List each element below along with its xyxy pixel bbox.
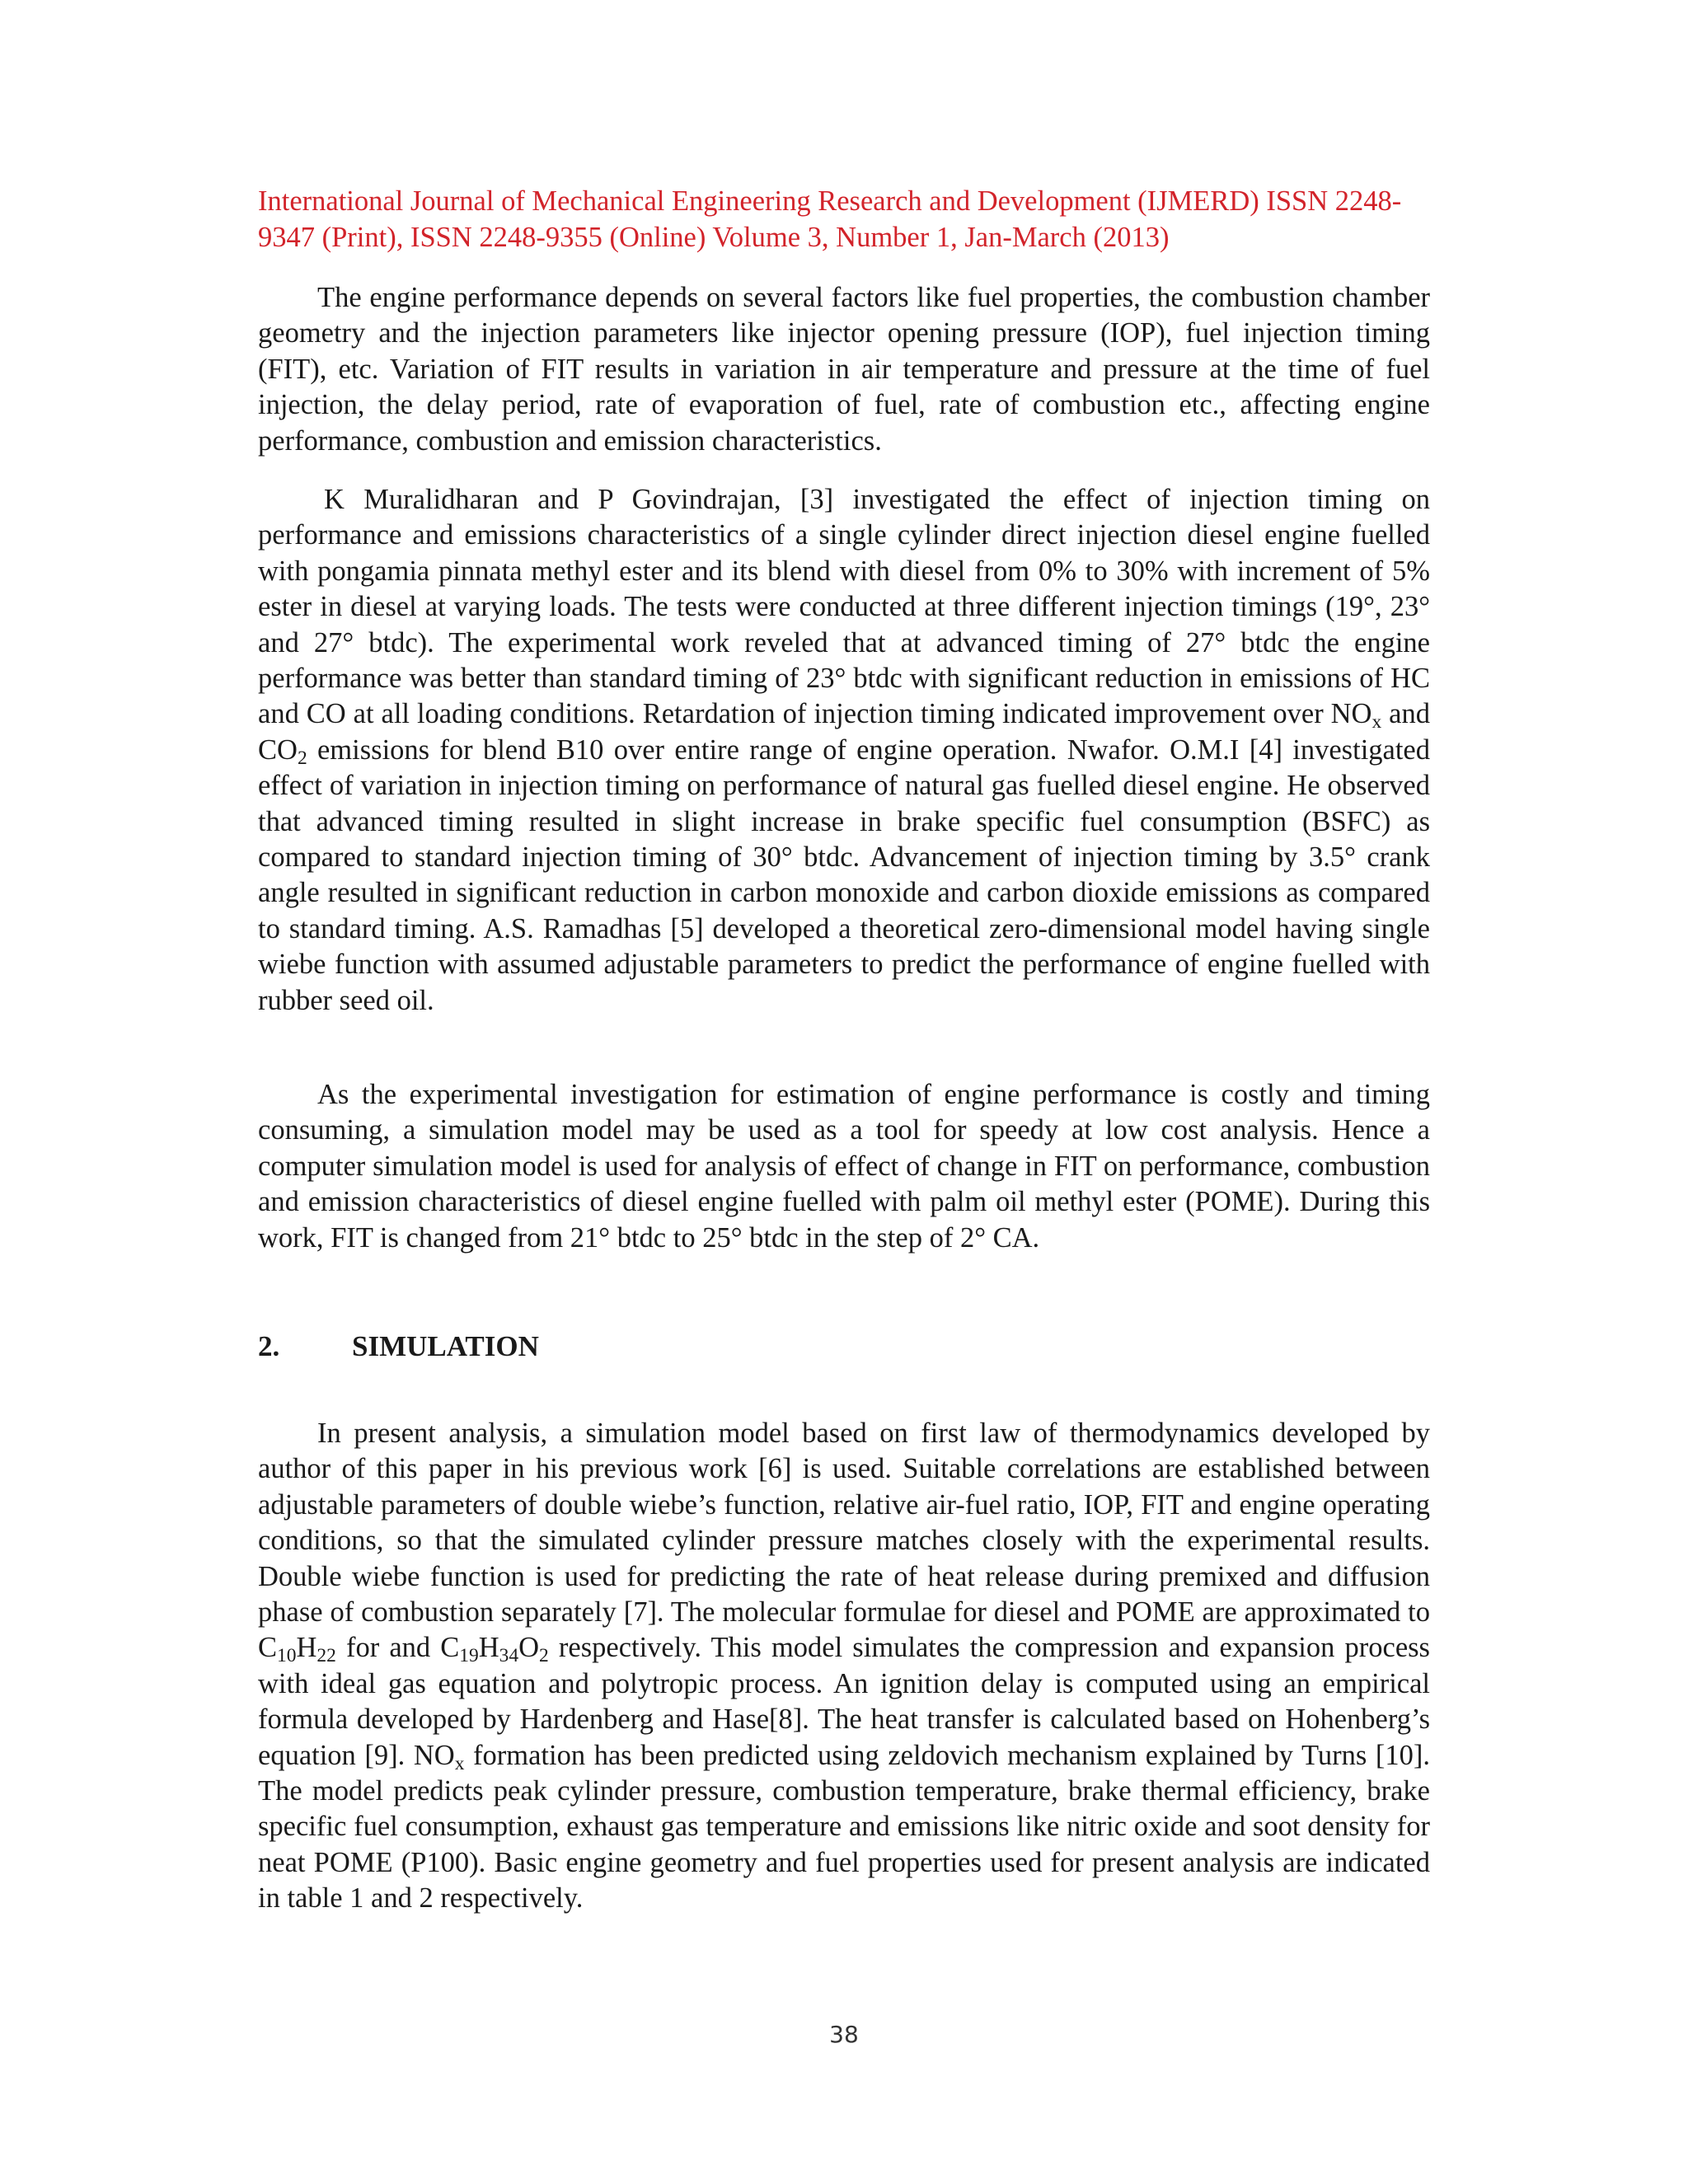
subscript: 34 xyxy=(499,1645,519,1667)
text-run: formation has been predicted using zeldovich mechanism explained by Turns [10]. The model predicts peak cylinder pressure, combustion temperature, brake thermal efficiency, brake specific fuel consumption, exhaust gas temperature and emissions like nitric oxide and soot density for neat POME (P100). Basic engine geometry and fuel properties used for present analysis are indicated in table 1 and 2 respectively. xyxy=(258,1739,1430,1915)
subscript: 19 xyxy=(459,1645,479,1667)
text-run: O xyxy=(518,1632,540,1664)
paragraph-fuel-injection-intro: The engine performance depends on several factors like fuel properties, the combustion chamber geometry and the injection parameters like injector opening pressure (IOP), fuel injection timing (FIT), etc. Variation of FIT results in variation in air temperature and pressure at the time of fuel injection, the delay period, rate of evaporation of fuel, rate of combustion etc., affecting engine performance, combustion and emission characteristics. xyxy=(258,282,1430,457)
text-run: H xyxy=(296,1632,317,1664)
journal-header xyxy=(258,183,1437,255)
text-run: In present analysis, a simulation model based on first law of thermodynamics developed by author of this paper in his previous work [6] is used. Suitable correlations are established between adjustable parameters of double wiebe’s function, relative air-fuel ratio, IOP, FIT and engine operating conditions, so that the simulated cylinder pressure matches closely with the experimental results. Double wiebe function is used for predicting the rate of heat release during premixed and diffusion phase of combustion separately [7]. The molecular formulae for diesel and POME are approximated to C xyxy=(258,1418,1430,1664)
text-run: and CO xyxy=(258,698,1430,766)
journal-header-line-1: International Journal of Mechanical Engineering Research and Development (IJMERD) ISSN 2248- xyxy=(258,185,1402,217)
paragraph-literature-review xyxy=(258,482,1430,1019)
subscript: x xyxy=(1372,711,1382,733)
section-title: SIMULATION xyxy=(352,1330,539,1362)
page-number: 38 xyxy=(829,2021,859,2048)
journal-header-line-2: 9347 (Print), ISSN 2248-9355 (Online) Volume 3, Number 1, Jan-March (2013) xyxy=(258,222,1170,253)
paragraph-simulation-motivation: As the experimental investigation for estimation of engine performance is costly and timing consuming, a simulation model may be used as a tool for speedy at low cost analysis. Hence a computer simulation model is used for analysis of effect of change in FIT on performance, combustion and emission characteristics of diesel engine fuelled with palm oil methyl ester (POME). During this work, FIT is changed from 21° btdc to 25° btdc in the step of 2° CA. xyxy=(258,1079,1430,1254)
subscript: 2 xyxy=(539,1645,549,1667)
section-number: 2. xyxy=(258,1330,280,1362)
text-run: for and C xyxy=(335,1632,460,1664)
section-heading-simulation xyxy=(258,1329,539,1365)
text-run: emissions for blend B10 over entire range of engine operation. Nwafor. O.M.I [4] investigated effect of variation in injection timing on performance of natural gas fuelled diesel engine. He observed that advanced timing resulted in slight increase in brake specific fuel consumption (BSFC) as compared to standard injection timing of 30° btdc. Advancement of injection timing by 3.5° crank angle resulted in significant reduction in carbon monoxide and carbon dioxide emissions as compared to standard timing. A.S. Ramadhas [5] developed a theoretical zero-dimensional model having single wiebe function with assumed adjustable parameters to predict the performance of engine fuelled with rubber seed oil. xyxy=(258,733,1430,1016)
subscript: 22 xyxy=(316,1645,336,1667)
subscript: x xyxy=(454,1752,465,1774)
text-run: K Muralidharan and P Govindrajan, [3] investigated the effect of injection timing on performance and emissions characteristics of a single cylinder direct injection diesel engine fuelled with pongamia pinnata methyl ester and its blend with diesel from 0% to 30% with increment of 5% ester in diesel at varying loads. The tests were conducted at three different injection timings (19°, 23° and 27° btdc). The experimental work reveled that at advanced timing of 27° btdc the engine performance was better than standard timing of 23° btdc with significant reduction in emissions of HC and CO at all loading conditions. Retardation of injection timing indicated improvement over NO xyxy=(258,484,1430,730)
paragraph-simulation-model xyxy=(258,1416,1430,1917)
text-run: respectively. This model simulates the compression and expansion process with ideal gas equation and polytropic process. An ignition delay is computed using an empirical formula developed by Hardenberg and Hase[8]. The heat transfer is calculated based on Hohenberg’s equation [9]. NO xyxy=(258,1632,1430,1771)
text-run: H xyxy=(478,1632,499,1664)
subscript: 2 xyxy=(297,747,307,769)
subscript: 10 xyxy=(277,1645,297,1667)
